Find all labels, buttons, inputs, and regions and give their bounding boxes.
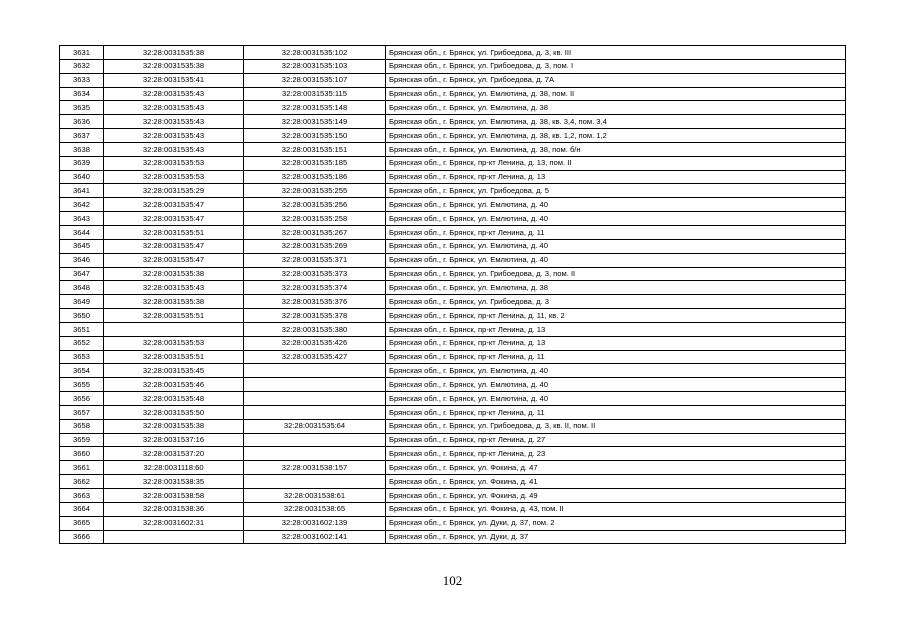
cadastral-quarter-cell: 32:28:0031535:38	[104, 419, 244, 433]
address-cell: Брянская обл., г. Брянск, пр-кт Ленина, д. 11, кв. 2	[386, 309, 846, 323]
cadastral-quarter-cell: 32:28:0031535:43	[104, 142, 244, 156]
table-row	[60, 281, 846, 295]
table-row	[60, 502, 846, 516]
row-number-cell: 3649	[60, 295, 104, 309]
cadastral-number-cell	[244, 433, 386, 447]
cadastral-quarter-cell: 32:28:0031535:50	[104, 405, 244, 419]
row-number-cell: 3653	[60, 350, 104, 364]
table-row	[60, 198, 846, 212]
row-number-cell: 3655	[60, 378, 104, 392]
cadastral-number-cell: 32:28:0031535:64	[244, 419, 386, 433]
row-number-cell: 3646	[60, 253, 104, 267]
row-number-cell: 3666	[60, 530, 104, 544]
cadastral-number-cell: 32:28:0031538:65	[244, 502, 386, 516]
page-number: 102	[442, 573, 463, 588]
cadastral-number-cell: 32:28:0031535:373	[244, 267, 386, 281]
table-row	[60, 447, 846, 461]
table-row	[60, 184, 846, 198]
cadastral-quarter-cell: 32:28:0031535:45	[104, 364, 244, 378]
cadastral-quarter-cell: 32:28:0031535:51	[104, 350, 244, 364]
table-row	[60, 378, 846, 392]
table-row	[60, 433, 846, 447]
cadastral-number-cell: 32:28:0031535:102	[244, 46, 386, 60]
row-number-cell: 3641	[60, 184, 104, 198]
row-number-cell: 3647	[60, 267, 104, 281]
cadastral-quarter-cell: 32:28:0031538:58	[104, 489, 244, 503]
table-row	[60, 87, 846, 101]
table-row	[60, 170, 846, 184]
row-number-cell: 3658	[60, 419, 104, 433]
cadastral-quarter-cell: 32:28:0031535:29	[104, 184, 244, 198]
cadastral-number-cell: 32:28:0031538:61	[244, 489, 386, 503]
address-cell: Брянская обл., г. Брянск, ул. Грибоедова, д. 3	[386, 295, 846, 309]
row-number-cell: 3643	[60, 212, 104, 226]
cadastral-quarter-cell: 32:28:0031535:43	[104, 115, 244, 129]
row-number-cell: 3659	[60, 433, 104, 447]
cadastral-number-cell: 32:28:0031535:380	[244, 322, 386, 336]
table-row	[60, 46, 846, 60]
table-row	[60, 461, 846, 475]
cadastral-quarter-cell: 32:28:0031535:38	[104, 295, 244, 309]
cadastral-quarter-cell: 32:28:0031535:53	[104, 336, 244, 350]
table-row	[60, 101, 846, 115]
cadastral-quarter-cell: 32:28:0031535:51	[104, 225, 244, 239]
cadastral-quarter-cell: 32:28:0031535:41	[104, 73, 244, 87]
address-cell: Брянская обл., г. Брянск, пр-кт Ленина, д. 11	[386, 350, 846, 364]
cadastral-quarter-cell	[104, 530, 244, 544]
cadastral-quarter-cell: 32:28:0031602:31	[104, 516, 244, 530]
table-row	[60, 115, 846, 129]
cadastral-quarter-cell: 32:28:0031538:35	[104, 475, 244, 489]
table-row	[60, 73, 846, 87]
row-number-cell: 3642	[60, 198, 104, 212]
cadastral-number-cell: 32:28:0031535:376	[244, 295, 386, 309]
address-cell: Брянская обл., г. Брянск, ул. Емлютина, д. 40	[386, 253, 846, 267]
address-cell: Брянская обл., г. Брянск, ул. Емлютина, д. 40	[386, 198, 846, 212]
row-number-cell: 3656	[60, 392, 104, 406]
cadastral-number-cell: 32:28:0031535:148	[244, 101, 386, 115]
address-cell: Брянская обл., г. Брянск, ул. Емлютина, д. 38	[386, 281, 846, 295]
cadastral-number-cell: 32:28:0031535:426	[244, 336, 386, 350]
address-cell: Брянская обл., г. Брянск, ул. Грибоедова, д. 5	[386, 184, 846, 198]
address-cell: Брянская обл., г. Брянск, ул. Емлютина, д. 38	[386, 101, 846, 115]
table-row	[60, 309, 846, 323]
table-row	[60, 142, 846, 156]
cadastral-number-cell: 32:28:0031535:186	[244, 170, 386, 184]
row-number-cell: 3660	[60, 447, 104, 461]
cadastral-number-cell	[244, 378, 386, 392]
table-row	[60, 59, 846, 73]
row-number-cell: 3665	[60, 516, 104, 530]
address-cell: Брянская обл., г. Брянск, пр-кт Ленина, д. 13	[386, 336, 846, 350]
address-cell: Брянская обл., г. Брянск, ул. Фокина, д. 41	[386, 475, 846, 489]
table-row	[60, 405, 846, 419]
row-number-cell: 3634	[60, 87, 104, 101]
cadastral-number-cell	[244, 392, 386, 406]
address-cell: Брянская обл., г. Брянск, ул. Грибоедова, д. 3, пом. I	[386, 59, 846, 73]
address-cell: Брянская обл., г. Брянск, пр-кт Ленина, д. 13, пом. II	[386, 156, 846, 170]
table-row	[60, 350, 846, 364]
row-number-cell: 3651	[60, 322, 104, 336]
table-row	[60, 156, 846, 170]
table-row	[60, 225, 846, 239]
address-cell: Брянская обл., г. Брянск, ул. Фокина, д. 43, пом. II	[386, 502, 846, 516]
cadastral-number-cell: 32:28:0031535:371	[244, 253, 386, 267]
table-row	[60, 295, 846, 309]
cadastral-number-cell: 32:28:0031535:374	[244, 281, 386, 295]
row-number-cell: 3632	[60, 59, 104, 73]
cadastral-quarter-cell: 32:28:0031535:47	[104, 253, 244, 267]
address-cell: Брянская обл., г. Брянск, ул. Грибоедова, д. 3, кв. II, пом. II	[386, 419, 846, 433]
cadastral-number-cell	[244, 447, 386, 461]
row-number-cell: 3631	[60, 46, 104, 60]
cadastral-quarter-cell: 32:28:0031535:53	[104, 156, 244, 170]
row-number-cell: 3635	[60, 101, 104, 115]
row-number-cell: 3662	[60, 475, 104, 489]
table-row	[60, 392, 846, 406]
address-cell: Брянская обл., г. Брянск, ул. Емлютина, д. 40	[386, 392, 846, 406]
cadastral-quarter-cell: 32:28:0031118:60	[104, 461, 244, 475]
cadastral-number-cell: 32:28:0031535:151	[244, 142, 386, 156]
address-cell: Брянская обл., г. Брянск, пр-кт Ленина, д. 13	[386, 322, 846, 336]
cadastral-quarter-cell: 32:28:0031535:47	[104, 212, 244, 226]
row-number-cell: 3638	[60, 142, 104, 156]
row-number-cell: 3633	[60, 73, 104, 87]
registry-table	[59, 45, 846, 544]
address-cell: Брянская обл., г. Брянск, ул. Грибоедова, д. 3, пом. II	[386, 267, 846, 281]
table-row	[60, 253, 846, 267]
table-row	[60, 129, 846, 143]
cadastral-quarter-cell: 32:28:0031537:16	[104, 433, 244, 447]
cadastral-number-cell: 32:28:0031535:107	[244, 73, 386, 87]
address-cell: Брянская обл., г. Брянск, ул. Дуки, д. 37, пом. 2	[386, 516, 846, 530]
row-number-cell: 3639	[60, 156, 104, 170]
address-cell: Брянская обл., г. Брянск, ул. Емлютина, д. 38, кв. 3,4, пом. 3,4	[386, 115, 846, 129]
cadastral-quarter-cell: 32:28:0031537:20	[104, 447, 244, 461]
cadastral-quarter-cell	[104, 322, 244, 336]
table-row	[60, 530, 846, 544]
cadastral-quarter-cell: 32:28:0031535:51	[104, 309, 244, 323]
cadastral-number-cell	[244, 405, 386, 419]
cadastral-number-cell: 32:28:0031535:150	[244, 129, 386, 143]
address-cell: Брянская обл., г. Брянск, пр-кт Ленина, д. 11	[386, 225, 846, 239]
cadastral-quarter-cell: 32:28:0031535:47	[104, 198, 244, 212]
row-number-cell: 3648	[60, 281, 104, 295]
cadastral-number-cell: 32:28:0031535:185	[244, 156, 386, 170]
cadastral-quarter-cell: 32:28:0031535:47	[104, 239, 244, 253]
row-number-cell: 3663	[60, 489, 104, 503]
row-number-cell: 3664	[60, 502, 104, 516]
table-row	[60, 322, 846, 336]
cadastral-quarter-cell: 32:28:0031535:53	[104, 170, 244, 184]
cadastral-quarter-cell: 32:28:0031535:43	[104, 101, 244, 115]
cadastral-number-cell: 32:28:0031535:115	[244, 87, 386, 101]
address-cell: Брянская обл., г. Брянск, ул. Емлютина, д. 40	[386, 239, 846, 253]
cadastral-quarter-cell: 32:28:0031535:43	[104, 129, 244, 143]
row-number-cell: 3650	[60, 309, 104, 323]
cadastral-quarter-cell: 32:28:0031535:38	[104, 59, 244, 73]
cadastral-number-cell: 32:28:0031535:103	[244, 59, 386, 73]
cadastral-quarter-cell: 32:28:0031535:38	[104, 46, 244, 60]
table-row	[60, 336, 846, 350]
cadastral-number-cell: 32:28:0031535:378	[244, 309, 386, 323]
cadastral-quarter-cell: 32:28:0031538:36	[104, 502, 244, 516]
table-row	[60, 489, 846, 503]
cadastral-number-cell: 32:28:0031602:141	[244, 530, 386, 544]
row-number-cell: 3636	[60, 115, 104, 129]
address-cell: Брянская обл., г. Брянск, пр-кт Ленина, д. 13	[386, 170, 846, 184]
address-cell: Брянская обл., г. Брянск, пр-кт Ленина, д. 27	[386, 433, 846, 447]
address-cell: Брянская обл., г. Брянск, ул. Емлютина, д. 38, кв. 1,2, пом. 1,2	[386, 129, 846, 143]
cadastral-number-cell: 32:28:0031602:139	[244, 516, 386, 530]
cadastral-number-cell: 32:28:0031535:258	[244, 212, 386, 226]
row-number-cell: 3657	[60, 405, 104, 419]
address-cell: Брянская обл., г. Брянск, ул. Фокина, д. 47	[386, 461, 846, 475]
row-number-cell: 3661	[60, 461, 104, 475]
row-number-cell: 3637	[60, 129, 104, 143]
cadastral-number-cell: 32:28:0031535:149	[244, 115, 386, 129]
address-cell: Брянская обл., г. Брянск, ул. Фокина, д. 49	[386, 489, 846, 503]
table-row	[60, 419, 846, 433]
row-number-cell: 3654	[60, 364, 104, 378]
row-number-cell: 3652	[60, 336, 104, 350]
cadastral-number-cell: 32:28:0031535:269	[244, 239, 386, 253]
row-number-cell: 3640	[60, 170, 104, 184]
address-cell: Брянская обл., г. Брянск, ул. Дуки, д. 37	[386, 530, 846, 544]
table-row	[60, 364, 846, 378]
address-cell: Брянская обл., г. Брянск, ул. Емлютина, д. 40	[386, 212, 846, 226]
cadastral-number-cell: 32:28:0031535:427	[244, 350, 386, 364]
cadastral-quarter-cell: 32:28:0031535:43	[104, 281, 244, 295]
address-cell: Брянская обл., г. Брянск, ул. Емлютина, д. 40	[386, 364, 846, 378]
address-cell: Брянская обл., г. Брянск, пр-кт Ленина, д. 23	[386, 447, 846, 461]
table-row	[60, 267, 846, 281]
table-row	[60, 239, 846, 253]
address-cell: Брянская обл., г. Брянск, ул. Грибоедова, д. 7А	[386, 73, 846, 87]
cadastral-quarter-cell: 32:28:0031535:38	[104, 267, 244, 281]
address-cell: Брянская обл., г. Брянск, ул. Емлютина, д. 40	[386, 378, 846, 392]
cadastral-number-cell	[244, 475, 386, 489]
cadastral-number-cell: 32:28:0031535:255	[244, 184, 386, 198]
address-cell: Брянская обл., г. Брянск, пр-кт Ленина, д. 11	[386, 405, 846, 419]
cadastral-quarter-cell: 32:28:0031535:43	[104, 87, 244, 101]
row-number-cell: 3645	[60, 239, 104, 253]
cadastral-number-cell: 32:28:0031535:267	[244, 225, 386, 239]
registry-table-body	[60, 46, 846, 544]
cadastral-number-cell: 32:28:0031535:256	[244, 198, 386, 212]
cadastral-number-cell	[244, 364, 386, 378]
table-row	[60, 516, 846, 530]
cadastral-number-cell: 32:28:0031538:157	[244, 461, 386, 475]
row-number-cell: 3644	[60, 225, 104, 239]
cadastral-quarter-cell: 32:28:0031535:48	[104, 392, 244, 406]
address-cell: Брянская обл., г. Брянск, ул. Емлютина, д. 38, пом. II	[386, 87, 846, 101]
table-row	[60, 212, 846, 226]
address-cell: Брянская обл., г. Брянск, ул. Емлютина, д. 38, пом. б/н	[386, 142, 846, 156]
cadastral-quarter-cell: 32:28:0031535:46	[104, 378, 244, 392]
address-cell: Брянская обл., г. Брянск, ул. Грибоедова, д. 3, кв. III	[386, 46, 846, 60]
table-row	[60, 475, 846, 489]
